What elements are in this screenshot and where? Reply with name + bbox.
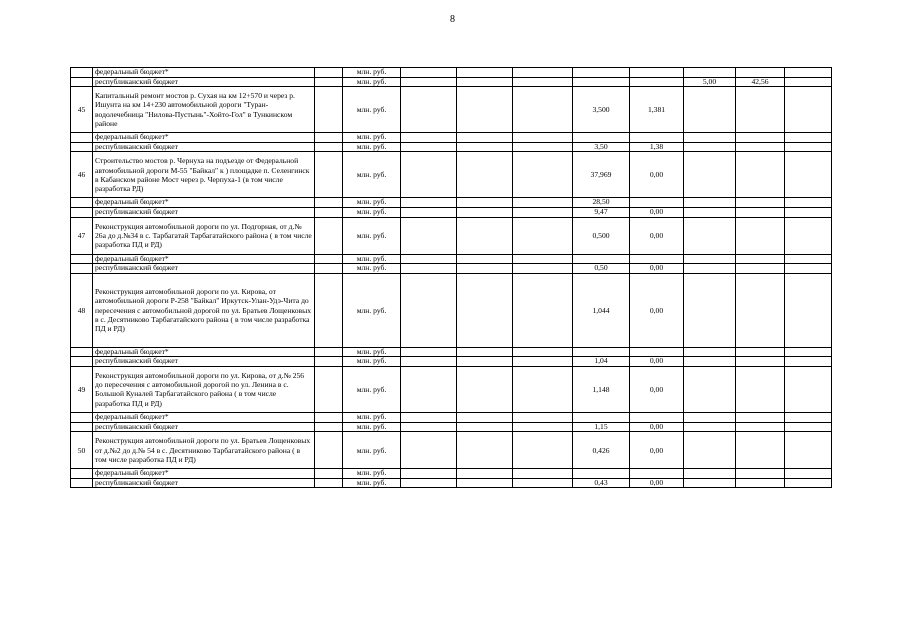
value-cell: 28,50 bbox=[573, 198, 630, 208]
value-cell bbox=[457, 264, 513, 274]
value-cell bbox=[401, 273, 457, 347]
value-cell bbox=[736, 254, 785, 264]
item-name: Реконструкция автомобильной дороги по ул. Подгорная, от д.№ 26а до д.№34 в с. Тарбагатай Тарбагатайского района ( в том числе разработка ПД и РД) bbox=[93, 217, 315, 254]
budget-line-label: республиканский бюджет bbox=[93, 478, 315, 488]
value-cell bbox=[684, 152, 736, 198]
value-cell bbox=[513, 469, 573, 479]
value-cell bbox=[736, 432, 785, 469]
spacer-cell bbox=[315, 347, 343, 357]
spacer-cell bbox=[315, 142, 343, 152]
item-number bbox=[71, 422, 93, 432]
value-cell: 0,426 bbox=[573, 432, 630, 469]
spacer-cell bbox=[315, 432, 343, 469]
value-cell: 0,00 bbox=[630, 357, 684, 367]
spacer-cell bbox=[315, 217, 343, 254]
value-cell bbox=[736, 198, 785, 208]
value-cell bbox=[684, 412, 736, 422]
value-cell: 0,00 bbox=[630, 264, 684, 274]
value-cell bbox=[401, 254, 457, 264]
unit-cell: млн. руб. bbox=[343, 77, 401, 87]
value-cell bbox=[785, 366, 832, 412]
spacer-cell bbox=[315, 422, 343, 432]
spacer-cell bbox=[315, 207, 343, 217]
item-number bbox=[71, 68, 93, 78]
unit-cell: млн. руб. bbox=[343, 422, 401, 432]
value-cell bbox=[736, 357, 785, 367]
value-cell bbox=[457, 254, 513, 264]
value-cell bbox=[401, 133, 457, 143]
unit-cell: млн. руб. bbox=[343, 347, 401, 357]
value-cell bbox=[457, 68, 513, 78]
value-cell bbox=[401, 152, 457, 198]
value-cell: 42,56 bbox=[736, 77, 785, 87]
value-cell bbox=[401, 77, 457, 87]
table-row-republic bbox=[71, 207, 832, 217]
unit-cell: млн. руб. bbox=[343, 217, 401, 254]
unit-cell: млн. руб. bbox=[343, 68, 401, 78]
value-cell bbox=[513, 77, 573, 87]
item-number bbox=[71, 133, 93, 143]
value-cell bbox=[401, 432, 457, 469]
value-cell bbox=[736, 469, 785, 479]
value-cell bbox=[785, 152, 832, 198]
value-cell: 0,43 bbox=[573, 478, 630, 488]
value-cell bbox=[573, 254, 630, 264]
item-number: 45 bbox=[71, 87, 93, 133]
value-cell bbox=[736, 217, 785, 254]
value-cell bbox=[513, 207, 573, 217]
value-cell bbox=[457, 366, 513, 412]
value-cell bbox=[513, 198, 573, 208]
value-cell bbox=[630, 254, 684, 264]
value-cell bbox=[513, 68, 573, 78]
page-number: 8 bbox=[450, 14, 455, 25]
value-cell bbox=[457, 432, 513, 469]
value-cell bbox=[684, 432, 736, 469]
value-cell bbox=[401, 198, 457, 208]
unit-cell: млн. руб. bbox=[343, 152, 401, 198]
value-cell bbox=[785, 198, 832, 208]
item-number bbox=[71, 469, 93, 479]
value-cell bbox=[513, 347, 573, 357]
value-cell bbox=[785, 422, 832, 432]
spacer-cell bbox=[315, 68, 343, 78]
budget-line-label: федеральный бюджет* bbox=[93, 198, 315, 208]
value-cell: 0,00 bbox=[630, 207, 684, 217]
value-cell bbox=[457, 207, 513, 217]
item-number: 47 bbox=[71, 217, 93, 254]
value-cell bbox=[630, 77, 684, 87]
value-cell bbox=[684, 254, 736, 264]
value-cell bbox=[736, 347, 785, 357]
item-number: 48 bbox=[71, 273, 93, 347]
value-cell bbox=[785, 432, 832, 469]
table-row-republic bbox=[71, 357, 832, 367]
value-cell bbox=[513, 366, 573, 412]
table-row-item bbox=[71, 217, 832, 254]
value-cell: 0,00 bbox=[630, 478, 684, 488]
table-row bbox=[71, 68, 832, 78]
value-cell bbox=[684, 469, 736, 479]
value-cell bbox=[401, 357, 457, 367]
budget-line-label: федеральный бюджет* bbox=[93, 347, 315, 357]
value-cell: 9,47 bbox=[573, 207, 630, 217]
item-number: 46 bbox=[71, 152, 93, 198]
unit-cell: млн. руб. bbox=[343, 366, 401, 412]
unit-cell: млн. руб. bbox=[343, 469, 401, 479]
item-number: 50 bbox=[71, 432, 93, 469]
value-cell bbox=[736, 273, 785, 347]
unit-cell: млн. руб. bbox=[343, 142, 401, 152]
value-cell bbox=[785, 207, 832, 217]
value-cell bbox=[457, 217, 513, 254]
budget-table bbox=[70, 67, 832, 488]
value-cell bbox=[401, 347, 457, 357]
budget-line-label: республиканский бюджет bbox=[93, 77, 315, 87]
value-cell bbox=[630, 68, 684, 78]
item-name: Реконструкция автомобильной дороги по ул. Кирова, от автомобильной дороги Р-258 "Байкал" Иркутск-Улан-Удэ-Чита до пересечения с автомобильной дорогой по ул. Братьев Лощенковых в с. Десятниково Тарбагатайского района ( в том числе разработка ПД и РД) bbox=[93, 273, 315, 347]
value-cell bbox=[736, 142, 785, 152]
value-cell bbox=[513, 412, 573, 422]
value-cell bbox=[684, 478, 736, 488]
value-cell bbox=[457, 357, 513, 367]
value-cell bbox=[513, 254, 573, 264]
spacer-cell bbox=[315, 198, 343, 208]
value-cell bbox=[401, 469, 457, 479]
item-number bbox=[71, 264, 93, 274]
value-cell: 1,04 bbox=[573, 357, 630, 367]
budget-line-label: республиканский бюджет bbox=[93, 264, 315, 274]
budget-line-label: федеральный бюджет* bbox=[93, 133, 315, 143]
value-cell bbox=[785, 273, 832, 347]
spacer-cell bbox=[315, 77, 343, 87]
value-cell bbox=[401, 366, 457, 412]
value-cell: 5,00 bbox=[684, 77, 736, 87]
table-row-federal bbox=[71, 412, 832, 422]
value-cell bbox=[457, 347, 513, 357]
spacer-cell bbox=[315, 478, 343, 488]
value-cell bbox=[785, 133, 832, 143]
value-cell: 0,00 bbox=[630, 217, 684, 254]
value-cell bbox=[401, 142, 457, 152]
item-name: Реконструкция автомобильной дороги по ул. Братьев Лощенковых от д.№2 до д.№ 54 в с. Десятниково Тарбагатайского района ( в том числе разработка ПД и РД) bbox=[93, 432, 315, 469]
value-cell bbox=[736, 87, 785, 133]
value-cell bbox=[684, 347, 736, 357]
value-cell bbox=[630, 412, 684, 422]
value-cell bbox=[684, 68, 736, 78]
value-cell bbox=[785, 68, 832, 78]
budget-line-label: федеральный бюджет* bbox=[93, 412, 315, 422]
value-cell bbox=[513, 264, 573, 274]
budget-line-label: республиканский бюджет bbox=[93, 422, 315, 432]
value-cell bbox=[785, 264, 832, 274]
unit-cell: млн. руб. bbox=[343, 254, 401, 264]
value-cell bbox=[684, 87, 736, 133]
value-cell bbox=[736, 412, 785, 422]
value-cell bbox=[736, 207, 785, 217]
budget-line-label: федеральный бюджет* bbox=[93, 254, 315, 264]
value-cell bbox=[401, 207, 457, 217]
value-cell bbox=[684, 142, 736, 152]
value-cell bbox=[401, 412, 457, 422]
value-cell bbox=[513, 133, 573, 143]
value-cell: 0,50 bbox=[573, 264, 630, 274]
item-number bbox=[71, 207, 93, 217]
value-cell bbox=[736, 422, 785, 432]
spacer-cell bbox=[315, 273, 343, 347]
value-cell bbox=[573, 133, 630, 143]
value-cell: 0,00 bbox=[630, 366, 684, 412]
value-cell bbox=[457, 412, 513, 422]
value-cell: 0,500 bbox=[573, 217, 630, 254]
value-cell bbox=[785, 142, 832, 152]
value-cell bbox=[513, 152, 573, 198]
value-cell bbox=[401, 478, 457, 488]
value-cell bbox=[684, 273, 736, 347]
item-number bbox=[71, 357, 93, 367]
value-cell: 1,044 bbox=[573, 273, 630, 347]
value-cell bbox=[684, 198, 736, 208]
value-cell: 1,38 bbox=[630, 142, 684, 152]
value-cell bbox=[785, 87, 832, 133]
value-cell bbox=[630, 133, 684, 143]
budget-line-label: республиканский бюджет bbox=[93, 357, 315, 367]
value-cell bbox=[457, 87, 513, 133]
item-name: Реконструкция автомобильной дороги по ул. Кирова, от д.№ 256 до пересечения с автомобильной дорогой по ул. Ленина в с. Большой Куналей Тарбагатайского района ( в том числе разработка ПД и РД) bbox=[93, 366, 315, 412]
value-cell bbox=[573, 412, 630, 422]
table-row-item bbox=[71, 152, 832, 198]
item-number bbox=[71, 77, 93, 87]
item-name: Капитальный ремонт мостов р. Сухая на км 12+570 и через р. Ишунта на км 14+230 автомобильной дороги "Туран-водолечебница "Нилова-Пустынь"-Хойто-Гол" в Тункинском районе bbox=[93, 87, 315, 133]
table-row-federal bbox=[71, 254, 832, 264]
unit-cell: млн. руб. bbox=[343, 264, 401, 274]
table-row-republic bbox=[71, 422, 832, 432]
unit-cell: млн. руб. bbox=[343, 133, 401, 143]
spacer-cell bbox=[315, 264, 343, 274]
item-number: 49 bbox=[71, 366, 93, 412]
value-cell: 0,00 bbox=[630, 273, 684, 347]
unit-cell: млн. руб. bbox=[343, 412, 401, 422]
value-cell: 3,500 bbox=[573, 87, 630, 133]
unit-cell: млн. руб. bbox=[343, 198, 401, 208]
table-row-item bbox=[71, 366, 832, 412]
item-number bbox=[71, 198, 93, 208]
value-cell: 37,969 bbox=[573, 152, 630, 198]
value-cell: 0,00 bbox=[630, 432, 684, 469]
value-cell bbox=[684, 207, 736, 217]
unit-cell: млн. руб. bbox=[343, 432, 401, 469]
budget-line-label: федеральный бюджет* bbox=[93, 469, 315, 479]
value-cell bbox=[457, 422, 513, 432]
spacer-cell bbox=[315, 254, 343, 264]
value-cell bbox=[785, 469, 832, 479]
value-cell bbox=[401, 264, 457, 274]
value-cell bbox=[401, 217, 457, 254]
value-cell bbox=[457, 142, 513, 152]
value-cell bbox=[573, 77, 630, 87]
unit-cell: млн. руб. bbox=[343, 357, 401, 367]
value-cell bbox=[573, 347, 630, 357]
value-cell bbox=[684, 366, 736, 412]
unit-cell: млн. руб. bbox=[343, 478, 401, 488]
value-cell bbox=[785, 254, 832, 264]
value-cell bbox=[513, 87, 573, 133]
value-cell bbox=[736, 152, 785, 198]
value-cell bbox=[684, 422, 736, 432]
item-number bbox=[71, 412, 93, 422]
table-row-federal bbox=[71, 198, 832, 208]
value-cell: 0,00 bbox=[630, 422, 684, 432]
spacer-cell bbox=[315, 133, 343, 143]
budget-line-label: республиканский бюджет bbox=[93, 142, 315, 152]
spacer-cell bbox=[315, 357, 343, 367]
unit-cell: млн. руб. bbox=[343, 273, 401, 347]
value-cell bbox=[457, 273, 513, 347]
value-cell bbox=[630, 347, 684, 357]
value-cell bbox=[684, 357, 736, 367]
value-cell bbox=[736, 264, 785, 274]
value-cell: 3,50 bbox=[573, 142, 630, 152]
value-cell bbox=[401, 422, 457, 432]
value-cell bbox=[457, 198, 513, 208]
value-cell bbox=[401, 87, 457, 133]
value-cell bbox=[573, 68, 630, 78]
value-cell bbox=[630, 469, 684, 479]
item-number bbox=[71, 142, 93, 152]
spacer-cell bbox=[315, 366, 343, 412]
value-cell bbox=[573, 469, 630, 479]
value-cell bbox=[513, 432, 573, 469]
value-cell bbox=[684, 133, 736, 143]
value-cell bbox=[736, 68, 785, 78]
value-cell bbox=[785, 347, 832, 357]
value-cell bbox=[513, 273, 573, 347]
table-row-item bbox=[71, 273, 832, 347]
table-row-republic bbox=[71, 264, 832, 274]
value-cell bbox=[513, 357, 573, 367]
item-number bbox=[71, 347, 93, 357]
budget-line-label: федеральный бюджет* bbox=[93, 68, 315, 78]
table-row-federal bbox=[71, 347, 832, 357]
value-cell bbox=[785, 77, 832, 87]
value-cell bbox=[684, 217, 736, 254]
item-number bbox=[71, 254, 93, 264]
table-row-republic bbox=[71, 142, 832, 152]
spacer-cell bbox=[315, 152, 343, 198]
value-cell bbox=[736, 366, 785, 412]
spacer-cell bbox=[315, 469, 343, 479]
table-row-federal bbox=[71, 469, 832, 479]
value-cell bbox=[785, 478, 832, 488]
value-cell bbox=[513, 217, 573, 254]
spacer-cell bbox=[315, 87, 343, 133]
value-cell bbox=[457, 77, 513, 87]
unit-cell: млн. руб. bbox=[343, 87, 401, 133]
value-cell bbox=[684, 264, 736, 274]
value-cell bbox=[457, 469, 513, 479]
table-row-republic bbox=[71, 478, 832, 488]
value-cell bbox=[457, 478, 513, 488]
value-cell bbox=[630, 198, 684, 208]
spacer-cell bbox=[315, 412, 343, 422]
value-cell bbox=[513, 142, 573, 152]
budget-line-label: республиканский бюджет bbox=[93, 207, 315, 217]
table-row-federal bbox=[71, 133, 832, 143]
item-name: Строительство мостов р. Чернуха на подъезде от Федеральной автомобильной дороги М-55 "Байкал" к ) площадке п. Селенгинск в Кабанском районе Мост через р. Черпуха-1 (в том числе разработка РД) bbox=[93, 152, 315, 198]
unit-cell: млн. руб. bbox=[343, 207, 401, 217]
value-cell bbox=[513, 422, 573, 432]
value-cell: 0,00 bbox=[630, 152, 684, 198]
value-cell: 1,148 bbox=[573, 366, 630, 412]
value-cell: 1,15 bbox=[573, 422, 630, 432]
value-cell bbox=[736, 133, 785, 143]
table-row-item bbox=[71, 432, 832, 469]
value-cell bbox=[513, 478, 573, 488]
value-cell bbox=[785, 217, 832, 254]
table-row-item bbox=[71, 87, 832, 133]
value-cell bbox=[736, 478, 785, 488]
item-number bbox=[71, 478, 93, 488]
value-cell bbox=[785, 412, 832, 422]
value-cell bbox=[457, 133, 513, 143]
value-cell bbox=[401, 68, 457, 78]
value-cell bbox=[457, 152, 513, 198]
value-cell bbox=[785, 357, 832, 367]
table-row bbox=[71, 77, 832, 87]
value-cell: 1,381 bbox=[630, 87, 684, 133]
